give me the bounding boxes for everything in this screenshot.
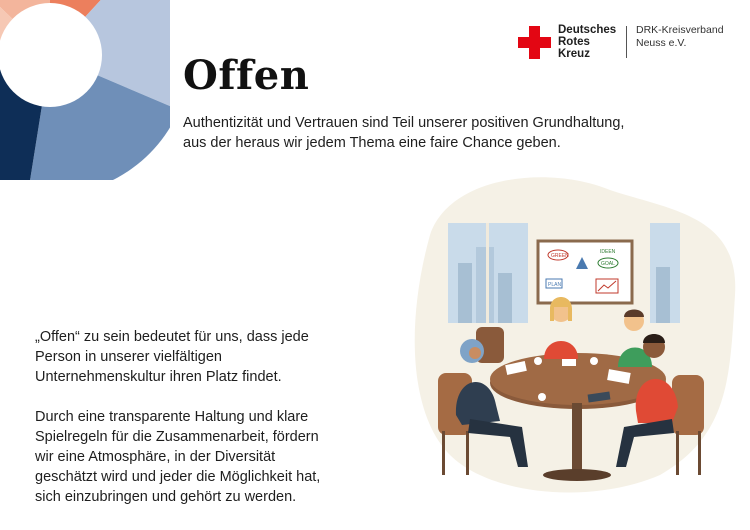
decorative-donut-chart bbox=[0, 0, 170, 180]
logo-branch-name: DRK-Kreisverband Neuss e.V. bbox=[636, 24, 724, 49]
whiteboard-label-green: GREEN bbox=[551, 253, 569, 259]
whiteboard-label-ideen: IDEEN bbox=[600, 249, 616, 255]
paragraph-1: „Offen“ zu sein bedeutet für uns, dass jede Person in unserer vielfältigen Unternehmenskultur ihren Platz findet. bbox=[35, 329, 309, 385]
logo-org-name: Deutsches Rotes Kreuz bbox=[558, 24, 617, 60]
meeting-illustration bbox=[410, 175, 740, 495]
donut-hole bbox=[0, 3, 102, 107]
logo-divider bbox=[626, 26, 627, 58]
page-title: Offen bbox=[183, 52, 310, 99]
paragraph-2: Durch eine transparente Haltung und klare Spielregeln für die Zusammenarbeit, fördern wir eine Atmosphäre, in der Diversität geschätzt wird und jeder die Möglichkeit hat, sich einzubringen und gehört zu werden. bbox=[35, 409, 321, 505]
red-cross-icon bbox=[518, 26, 551, 59]
whiteboard-label-plan: PLAN bbox=[548, 282, 562, 288]
intro-text: Authentizität und Vertrauen sind Teil unserer positiven Grundhaltung, aus der heraus wir jedem Thema eine faire Chance geben. bbox=[183, 115, 625, 151]
whiteboard bbox=[538, 241, 632, 303]
body-text bbox=[35, 327, 345, 527]
whiteboard-label-goal: GOAL bbox=[601, 261, 615, 267]
table-leg bbox=[572, 403, 582, 473]
drk-logo bbox=[518, 24, 750, 64]
